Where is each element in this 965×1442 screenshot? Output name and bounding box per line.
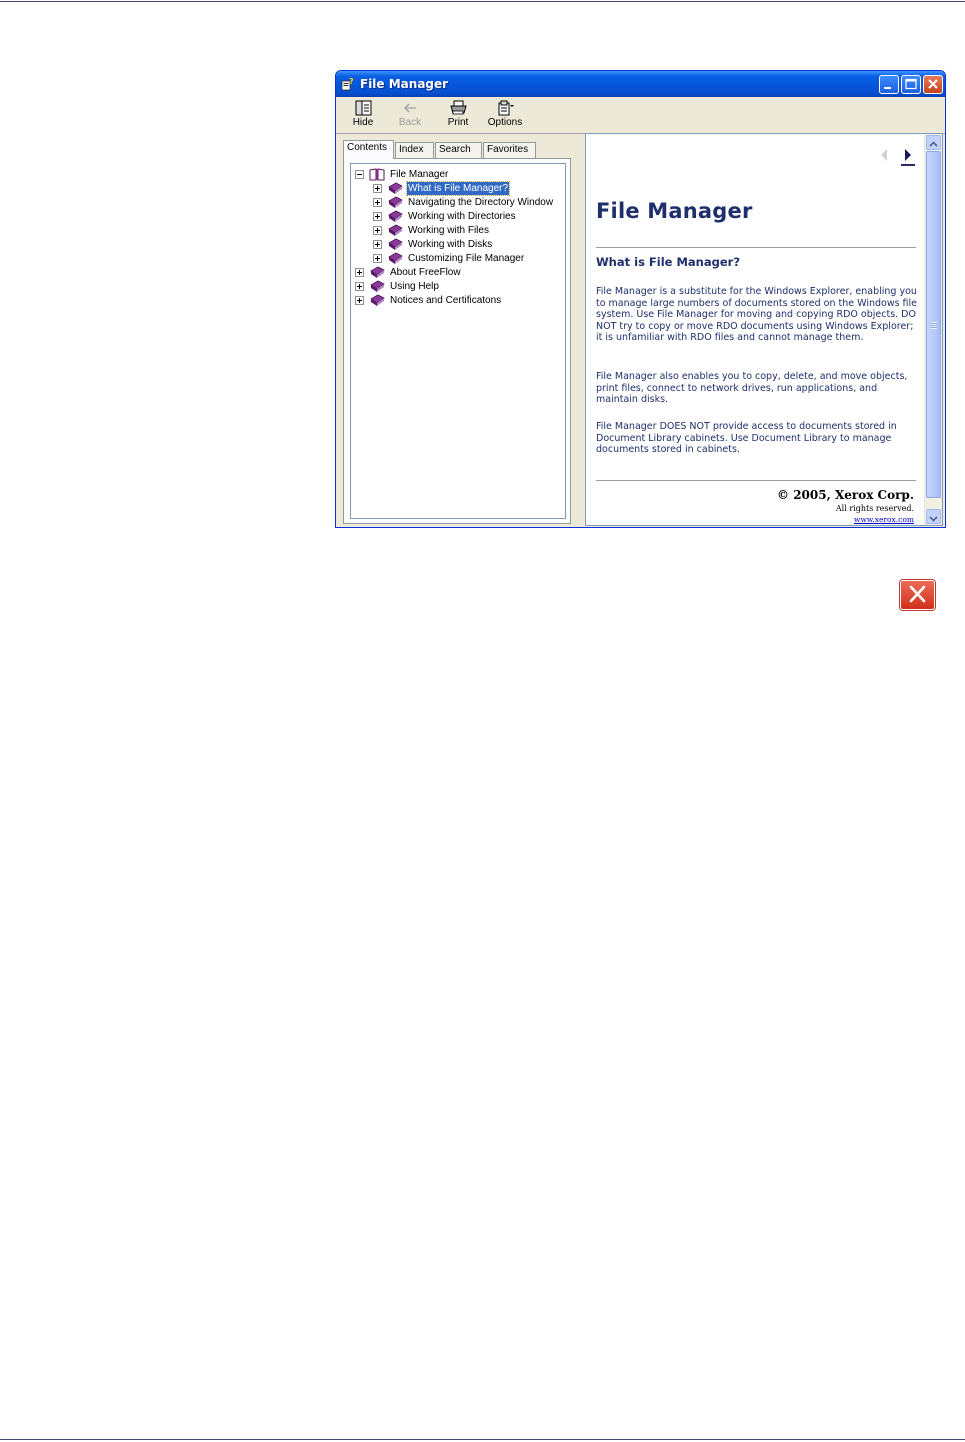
hide-label: Hide	[352, 117, 374, 128]
maximize-button[interactable]	[901, 75, 921, 94]
window-titlebar[interactable]	[336, 71, 945, 97]
tab-favorites[interactable]: Favorites	[483, 142, 536, 158]
back-arrow-icon	[400, 100, 420, 116]
tab-contents[interactable]: Contents	[343, 140, 394, 159]
tab-index[interactable]: Index	[395, 142, 434, 158]
options-icon	[495, 100, 515, 116]
open-book-icon	[369, 168, 385, 181]
close-icon	[924, 76, 942, 93]
navigation-pane	[338, 134, 576, 526]
topic-paragraph: File Manager DOES NOT provide access to documents stored in Document Library cabinets. Use Document Library to manage documents stored in cabinets.	[596, 421, 897, 456]
book-icon	[387, 210, 403, 223]
book-icon	[369, 280, 385, 293]
contents-tab-body	[343, 158, 571, 524]
tree-node-label: Customizing File Manager	[408, 253, 525, 264]
expand-icon[interactable]	[373, 198, 382, 207]
pane-splitter[interactable]	[577, 134, 583, 526]
print-label: Print	[447, 117, 469, 128]
hide-button[interactable]	[340, 100, 386, 132]
tree-node-label: File Manager	[390, 169, 449, 180]
close-window-button[interactable]	[923, 75, 943, 94]
maximize-icon	[902, 76, 920, 93]
print-button[interactable]	[435, 100, 481, 132]
chevron-up-icon	[927, 138, 940, 151]
topic-paragraph: File Manager is a substitute for the Windows Explorer, enabling you to manage large numbers of documents stored on the Windows file system. Use File Manager for moving and copying RDO objects. DO NOT try to copy or move RDO documents using Windows Explorer; it is unfamiliar with RDO files and cannot manage them.	[596, 286, 918, 344]
tree-node-label: Using Help	[390, 281, 439, 292]
expand-icon[interactable]	[373, 240, 382, 249]
expand-icon[interactable]	[373, 254, 382, 263]
copyright-text: © 2005, Xerox Corp.	[777, 488, 914, 502]
previous-topic-icon[interactable]	[879, 148, 889, 162]
help-window	[335, 70, 946, 528]
rights-text: All rights reserved.	[835, 504, 914, 513]
tree-node-label: Working with Files	[408, 225, 489, 236]
tree-node-label: Working with Directories	[408, 211, 516, 222]
contents-tree[interactable]	[350, 163, 566, 519]
tree-node-label: Working with Disks	[408, 239, 493, 250]
expand-icon[interactable]	[373, 212, 382, 221]
tree-node-label: What is File Manager?	[408, 183, 509, 194]
tree-node-label: Navigating the Directory Window	[408, 197, 554, 208]
topic-paragraph: File Manager also enables you to copy, delete, and move objects, print files, connect to network drives, run applications, and maintain disks.	[596, 371, 908, 406]
expand-icon[interactable]	[373, 184, 382, 193]
help-toolbar	[336, 97, 945, 134]
window-title: File Manager	[360, 77, 449, 91]
expand-icon[interactable]	[355, 268, 364, 277]
help-book-icon	[341, 77, 355, 91]
book-icon	[369, 294, 385, 307]
expand-icon[interactable]	[355, 282, 364, 291]
close-icon	[901, 581, 934, 609]
close-button[interactable]	[900, 580, 935, 610]
scroll-down-button[interactable]	[926, 509, 941, 524]
svg-text:?: ?	[349, 77, 354, 86]
book-icon	[387, 238, 403, 251]
expand-icon[interactable]	[355, 296, 364, 305]
back-button[interactable]	[387, 100, 433, 132]
next-topic-icon[interactable]	[903, 148, 913, 162]
book-icon	[387, 224, 403, 237]
tree-node-label: About FreeFlow	[390, 267, 461, 278]
xerox-link[interactable]: www.xerox.com	[854, 515, 914, 524]
content-scrollbar[interactable]	[924, 134, 942, 525]
next-underline	[901, 164, 915, 166]
hide-pane-icon	[353, 100, 373, 116]
expand-icon[interactable]	[373, 226, 382, 235]
book-icon	[387, 182, 403, 195]
footer-divider	[596, 480, 916, 481]
minimize-icon	[880, 76, 898, 93]
options-label: Options	[487, 117, 523, 128]
chevron-down-icon	[927, 512, 940, 525]
collapse-icon[interactable]	[355, 170, 364, 179]
topic-nav-arrows	[875, 146, 915, 166]
topic-title: File Manager	[596, 199, 753, 223]
title-divider	[596, 247, 916, 248]
options-button[interactable]	[482, 100, 528, 132]
page-bottom-rule	[0, 1439, 965, 1440]
tree-node-label: Notices and Certificatons	[390, 295, 502, 306]
scroll-grip	[931, 322, 937, 329]
scroll-thumb[interactable]	[926, 151, 941, 498]
printer-icon	[448, 100, 468, 116]
book-icon	[387, 252, 403, 265]
scroll-up-button[interactable]	[926, 135, 941, 150]
book-icon	[387, 196, 403, 209]
book-icon	[369, 266, 385, 279]
back-label: Back	[398, 117, 422, 128]
topic-subtitle: What is File Manager?	[596, 255, 740, 269]
page-top-rule	[0, 1, 965, 2]
tab-search[interactable]: Search	[435, 142, 482, 158]
minimize-button[interactable]	[879, 75, 899, 94]
topic-content-pane	[585, 133, 943, 526]
